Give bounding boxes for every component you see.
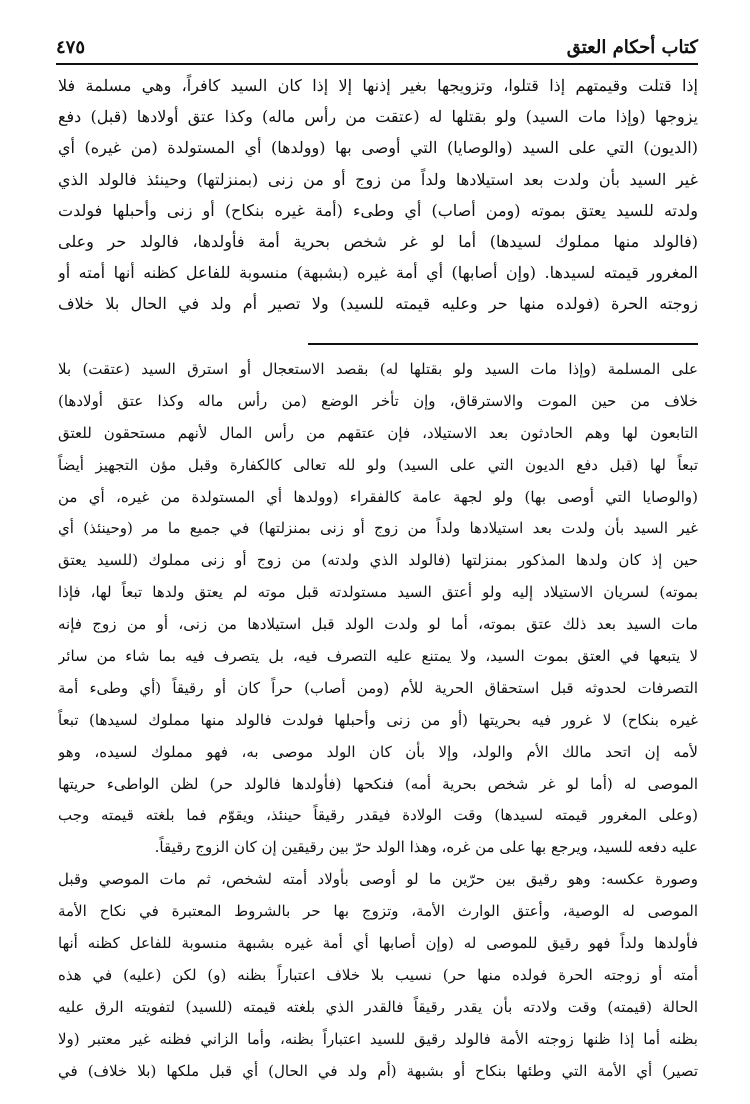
commentary-line: على المسلمة (وإذا مات السيد ولو بقتلها له) بقصد الاستعجال أو استرق السيد (عتقت) بلا bbox=[58, 360, 698, 378]
commentary-text bbox=[58, 354, 698, 1087]
main-text-line: ولدته للسيد يعتق بموته (ومن أصاب) أي وطىء (أمة غيره بنكاح) أو زنى وأحبلها فولدت bbox=[58, 200, 698, 220]
commentary-line: وصورة عكسه: وهو رقيق بين حرّين ما لو أوصى بأولاد أمته لشخص، ثم مات الموصي وقبل bbox=[58, 870, 698, 889]
commentary-line: بموته) لسريان الاستيلاد إليه ولو أعتق السيد مستولدته قبل موته لم يعتق ولدها تبعاً لها، فإذا bbox=[58, 583, 698, 602]
commentary-line: بظنه أما إذا ظنها زوجته الأمة فالولد رقيق للسيد اعتباراً بظنه، وأما الزاني فظنه غير معتبر (ولا bbox=[58, 1029, 698, 1048]
main-text-line: إذا قتلت وقيمتهم إذا قتلوا، وتزويجها بغير إذنها إلا إذا كان السيد كافراً، وهي مسلمة فلا bbox=[58, 76, 698, 95]
running-title: كتاب أحكام العتق bbox=[566, 36, 698, 58]
commentary-line: الموصى له (أما لو غر شخص بحرية أمه) فنكحها (فأولدها فالولد حر) لظن الواطىء حريتها bbox=[58, 774, 698, 793]
commentary-line: أمته أو زوجته الحرة فولده منها حر) نسيب بلا خلاف اعتباراً بظنه (و) لكن (عليه) في هذه bbox=[58, 965, 698, 984]
commentary-line: التابعون لها وهم الحادثون بعد الاستيلاد، فإن عتقهم من رأس المال لأنهم مستحقون للعتق bbox=[58, 423, 698, 442]
commentary-line: لأمه إن اتحد مالك الأم والولد، وإلا بأن كان الولد موصى به، فهو مملوك لسيده، وهو bbox=[58, 742, 698, 761]
main-text-line: غير السيد بأن ولدت بعد استيلادها ولداً من زوج أو من زنى (بمنزلتها) وحينئذ فالولد الذي bbox=[58, 169, 698, 189]
main-text-line: زوجته الحرة (فولده منها حر وعليه قيمته للسيد) ولا تصير أم ولد في الحال بلا خلاف bbox=[58, 294, 698, 314]
commentary-line: التصرفات لحدوثه قبل استحقاق الحرية للأم (ومن أصاب) حراً كان أو رقيقاً (أي وطىء أمة bbox=[58, 678, 698, 697]
commentary-line: غير السيد بأن ولدت بعد استيلادها ولداً من زوج أو زنى بمنزلتها) في جميع ما مر (وحينئذ) أي bbox=[58, 519, 698, 538]
commentary-line: (وعلى المغرور قيمته لسيدها) وقت الولادة فيقدر رقيقاً حينئذ، ويقوّم فما بلغته قيمته وجب bbox=[58, 806, 698, 825]
header-rule bbox=[56, 63, 698, 65]
commentary-line: عليه دفعه للسيد، ويرجع بها على من غره، وهذا الولد حرّ بين رقيقين إن كان الزوج رقيقاً. bbox=[154, 838, 698, 857]
commentary-line: فأولدها ولداً فهو رقيق للموصى له (وإن أصابها أي أمة غيره بشبهة منسوبة للفاعل كظنه أنها bbox=[58, 934, 698, 953]
commentary-line: خلاف من حين الموت والاسترقاق، وإن تأخر الوضع (من رأس ماله وكذا عتق أولادها) bbox=[58, 391, 698, 410]
main-text-line: (الديون) التي على السيد (والوصايا) التي أوصى بها (وولدها) أي المستولدة (من غيره) أي bbox=[58, 138, 698, 158]
main-text-line: المغرور قيمته لسيدها. (وإن أصابها) أي أمة غيره (بشبهة) منسوبة للفاعل كظنه أنها أمته أو bbox=[58, 263, 698, 283]
commentary-line: تبعاً لها (قبل دفع الديون التي على السيد) ولو لله تعالى كالكفارة وقبل مؤن التجهيز أيضاً bbox=[58, 455, 698, 474]
commentary-line: (والوصايا التي أوصى بها) ولو لجهة عامة كالفقراء (وولدها أي المستولدة من غيره، أي من bbox=[58, 487, 698, 506]
main-text bbox=[58, 70, 698, 320]
footnote-divider bbox=[308, 343, 698, 345]
page-header bbox=[56, 32, 698, 62]
commentary-line: حين إذ كان ولدها المذكور بمنزلتها (فالولد الذي ولدته) من زوج أو زنى مملوك (للسيد يعتق bbox=[58, 551, 698, 570]
commentary-line: تصير) أي الأمة التي وطئها بنكاح أو بشبهة (أم ولد في الحال) أي قبل ملكها (بلا خلاف) في bbox=[58, 1061, 698, 1080]
commentary-line: لا يتبعها في العتق بموت السيد، ولا يمتنع عليه التصرف فيه، بل يتصرف فيه بما شاء من سائر bbox=[58, 647, 698, 666]
main-text-line: (فالولد منها مملوك لسيدها) أما لو غر شخص بحرية أمة فأولدها، فالولد حر وعلى bbox=[58, 231, 698, 251]
commentary-line: الحالة (قيمته) وقت ولادته بأن يقدر رقيقاً فالقدر الذي بلغته قيمته (للسيد) لتفويته الرق عليه bbox=[58, 997, 698, 1016]
commentary-line: الموصى له الوصية، وأعتق الوارث الأمة، وتزوج بها حر بالشروط المعتبرة في نكاح الأمة bbox=[58, 902, 698, 921]
page-number: ٤٧٥ bbox=[56, 36, 86, 58]
commentary-line: مات السيد بعد ذلك عتق بموته، أما لو ولدت الولد قبل استيلادها من زنى، أو من زوج فإنه bbox=[58, 615, 698, 634]
commentary-line: غيره بنكاح) لا غرور فيه بحريتها (أو من زنى وأحبلها فولدت فالولد منها مملوك لسيدها) تبعاً bbox=[58, 710, 698, 729]
main-text-line: يزوجها (وإذا مات السيد) ولو بقتلها له (عتقت من رأس ماله) وكذا عتق أولادها (قبل) دفع bbox=[58, 107, 698, 127]
